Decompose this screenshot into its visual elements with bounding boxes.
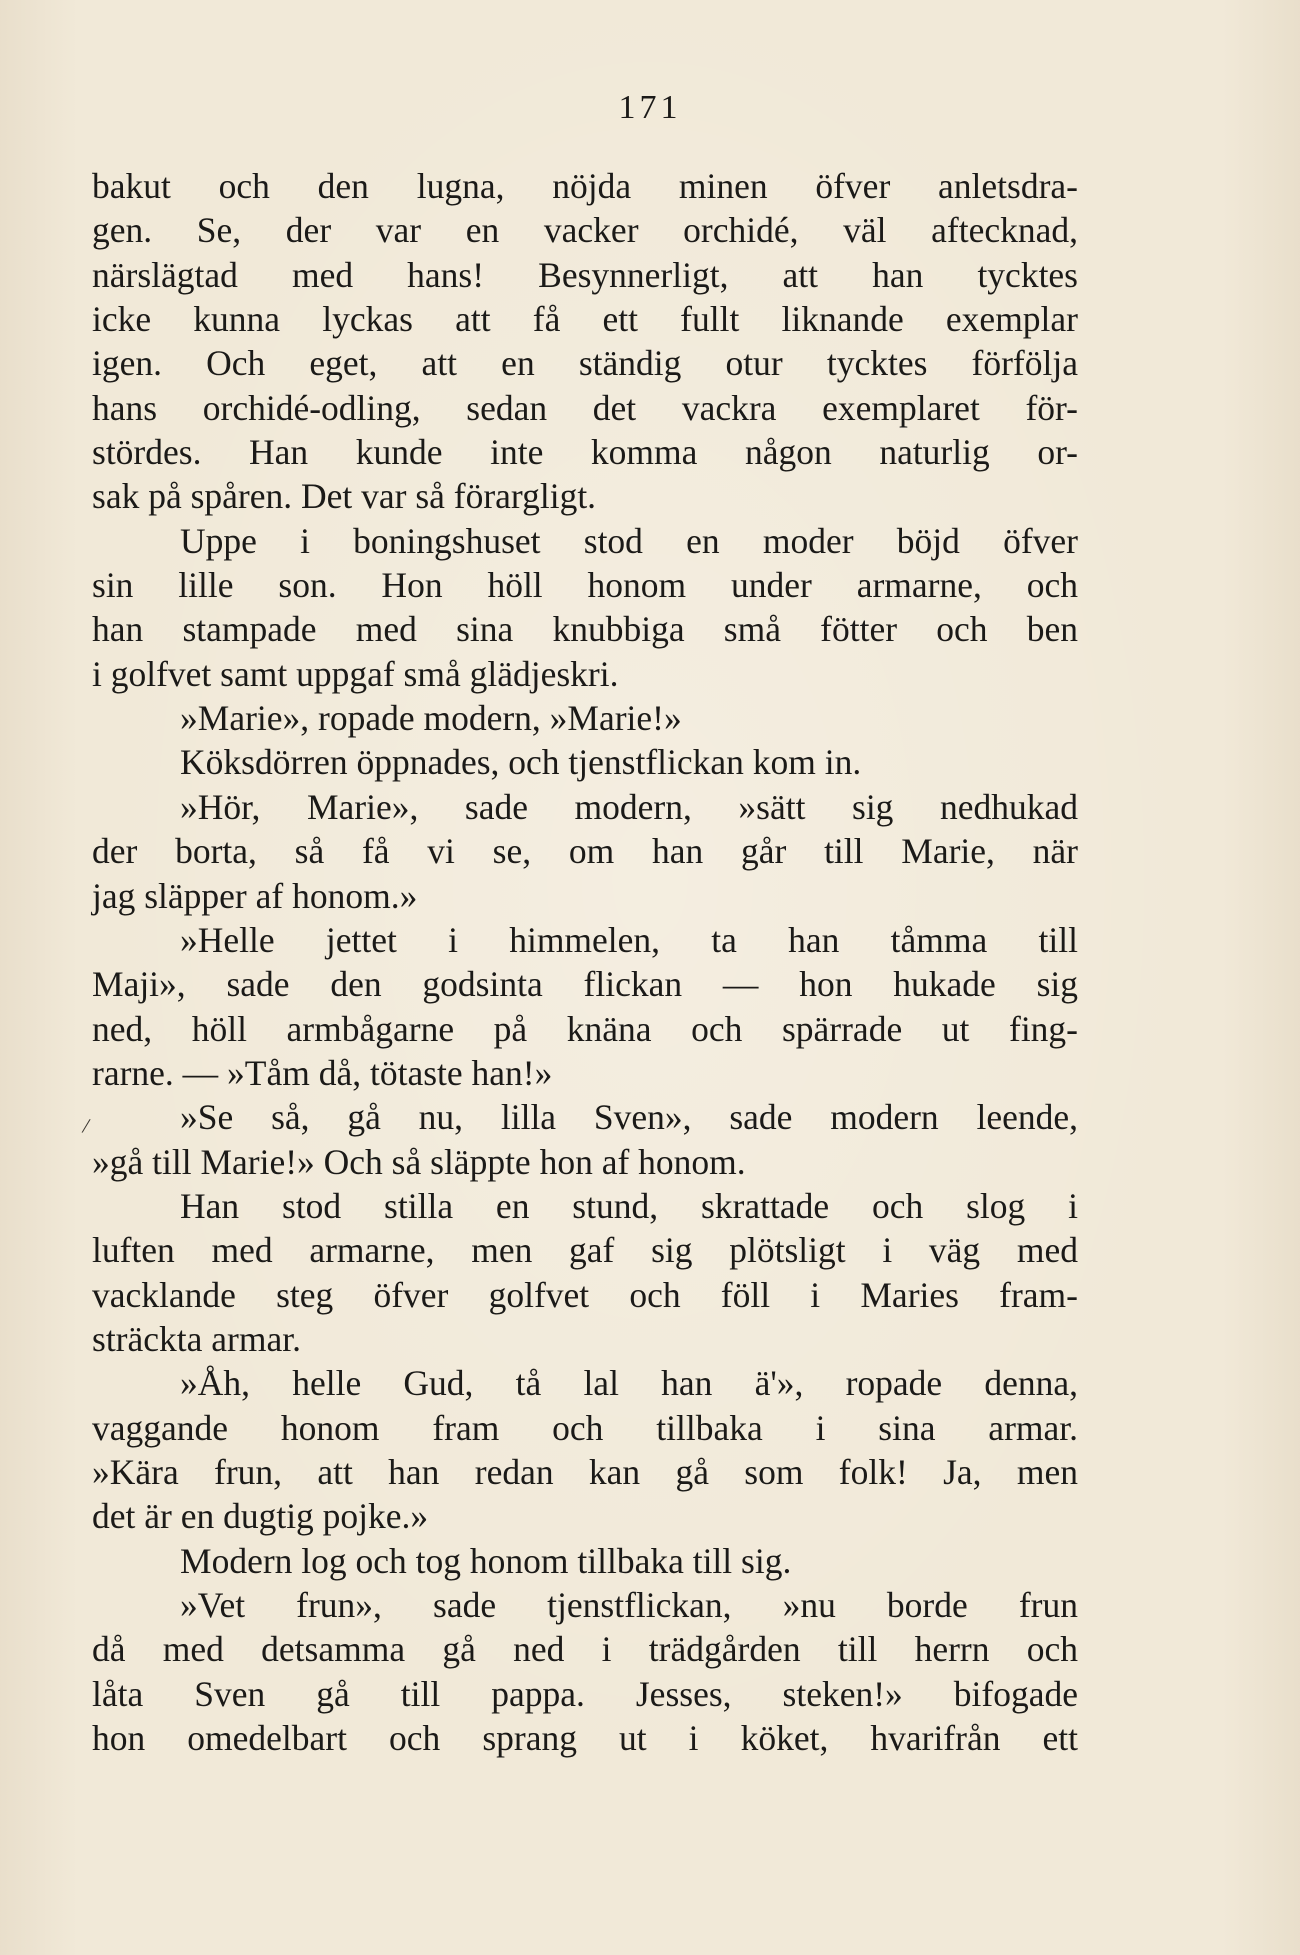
text-line: icke kunna lyckas att få ett fullt liknande exemplar — [92, 299, 1078, 340]
text-line: gen. Se, der var en vacker orchidé, väl aftecknad, — [92, 210, 1078, 251]
text-line: luften med armarne, men gaf sig plötsligt i väg med — [92, 1230, 1078, 1271]
text-line: Maji», sade den godsinta flickan — hon hukade sig — [92, 964, 1078, 1005]
text-line: han stampade med sina knubbiga små fötter och ben — [92, 609, 1078, 650]
margin-mark: / — [80, 1112, 92, 1139]
text-line: hon omedelbart och sprang ut i köket, hvarifrån ett — [92, 1718, 1078, 1759]
text-line: »Åh, helle Gud, tå lal han ä'», ropade denna, — [180, 1363, 1078, 1404]
text-line: hans orchidé-odling, sedan det vackra exemplaret för- — [92, 387, 1078, 428]
text-line: låta Sven gå till pappa. Jesses, steken!» bifogade — [92, 1673, 1078, 1714]
text-line: »Helle jettet i himmelen, ta han tåmma till — [180, 919, 1078, 960]
text-line: »Vet frun», sade tjenstflickan, »nu borde frun — [180, 1585, 1078, 1625]
text-line: Han stod stilla en stund, skrattade och slog i — [180, 1185, 1078, 1226]
text-line: Uppe i boningshuset stod en moder böjd öfver — [180, 520, 1078, 561]
text-line: då med detsamma gå ned i trädgården till herrn och — [92, 1629, 1078, 1670]
text-line: Modern log och tog honom tillbaka till sig. — [180, 1540, 792, 1581]
text-line: sak på spåren. Det var så förargligt. — [92, 476, 597, 517]
text-line: närslägtad med hans! Besynnerligt, att han tycktes — [92, 254, 1078, 295]
text-line: sträckta armar. — [92, 1318, 301, 1359]
page-number: 171 — [618, 89, 682, 126]
text-line: sin lille son. Hon höll honom under armarne, och — [92, 565, 1078, 606]
text-line: »Marie», ropade modern, »Marie!» — [180, 698, 682, 739]
text-line: der borta, så få vi se, om han går till Marie, när — [92, 831, 1078, 872]
body-text — [92, 164, 1078, 1760]
text-line: rarne. — »Tåm då, tötaste han!» — [92, 1052, 553, 1093]
text-line: »gå till Marie!» Och så släppte hon af honom. — [92, 1141, 746, 1182]
text-line: »Hör, Marie», sade modern, »sätt sig nedhukad — [180, 786, 1078, 827]
text-line: igen. Och eget, att en ständig otur tycktes förfölja — [92, 343, 1078, 384]
text-line: stördes. Han kunde inte komma någon naturlig or- — [92, 432, 1078, 473]
text-line: »Kära frun, att han redan kan gå som folk! Ja, men — [92, 1451, 1078, 1492]
text-line: jag släpper af honom.» — [92, 875, 418, 916]
text-line: vaggande honom fram och tillbaka i sina armar. — [92, 1407, 1078, 1448]
text-line: vacklande steg öfver golfvet och föll i Maries fram- — [92, 1274, 1078, 1315]
text-line: det är en dugtig pojke.» — [92, 1496, 429, 1537]
text-line: i golfvet samt uppgaf små glädjeskri. — [92, 653, 619, 694]
text-line: Köksdörren öppnades, och tjenstflickan kom in. — [180, 742, 862, 783]
text-line: bakut och den lugna, nöjda minen öfver anletsdra- — [92, 166, 1078, 206]
text-line: »Se så, gå nu, lilla Sven», sade modern leende, — [180, 1097, 1078, 1138]
text-line: ned, höll armbågarne på knäna och spärrade ut fing- — [92, 1008, 1078, 1049]
